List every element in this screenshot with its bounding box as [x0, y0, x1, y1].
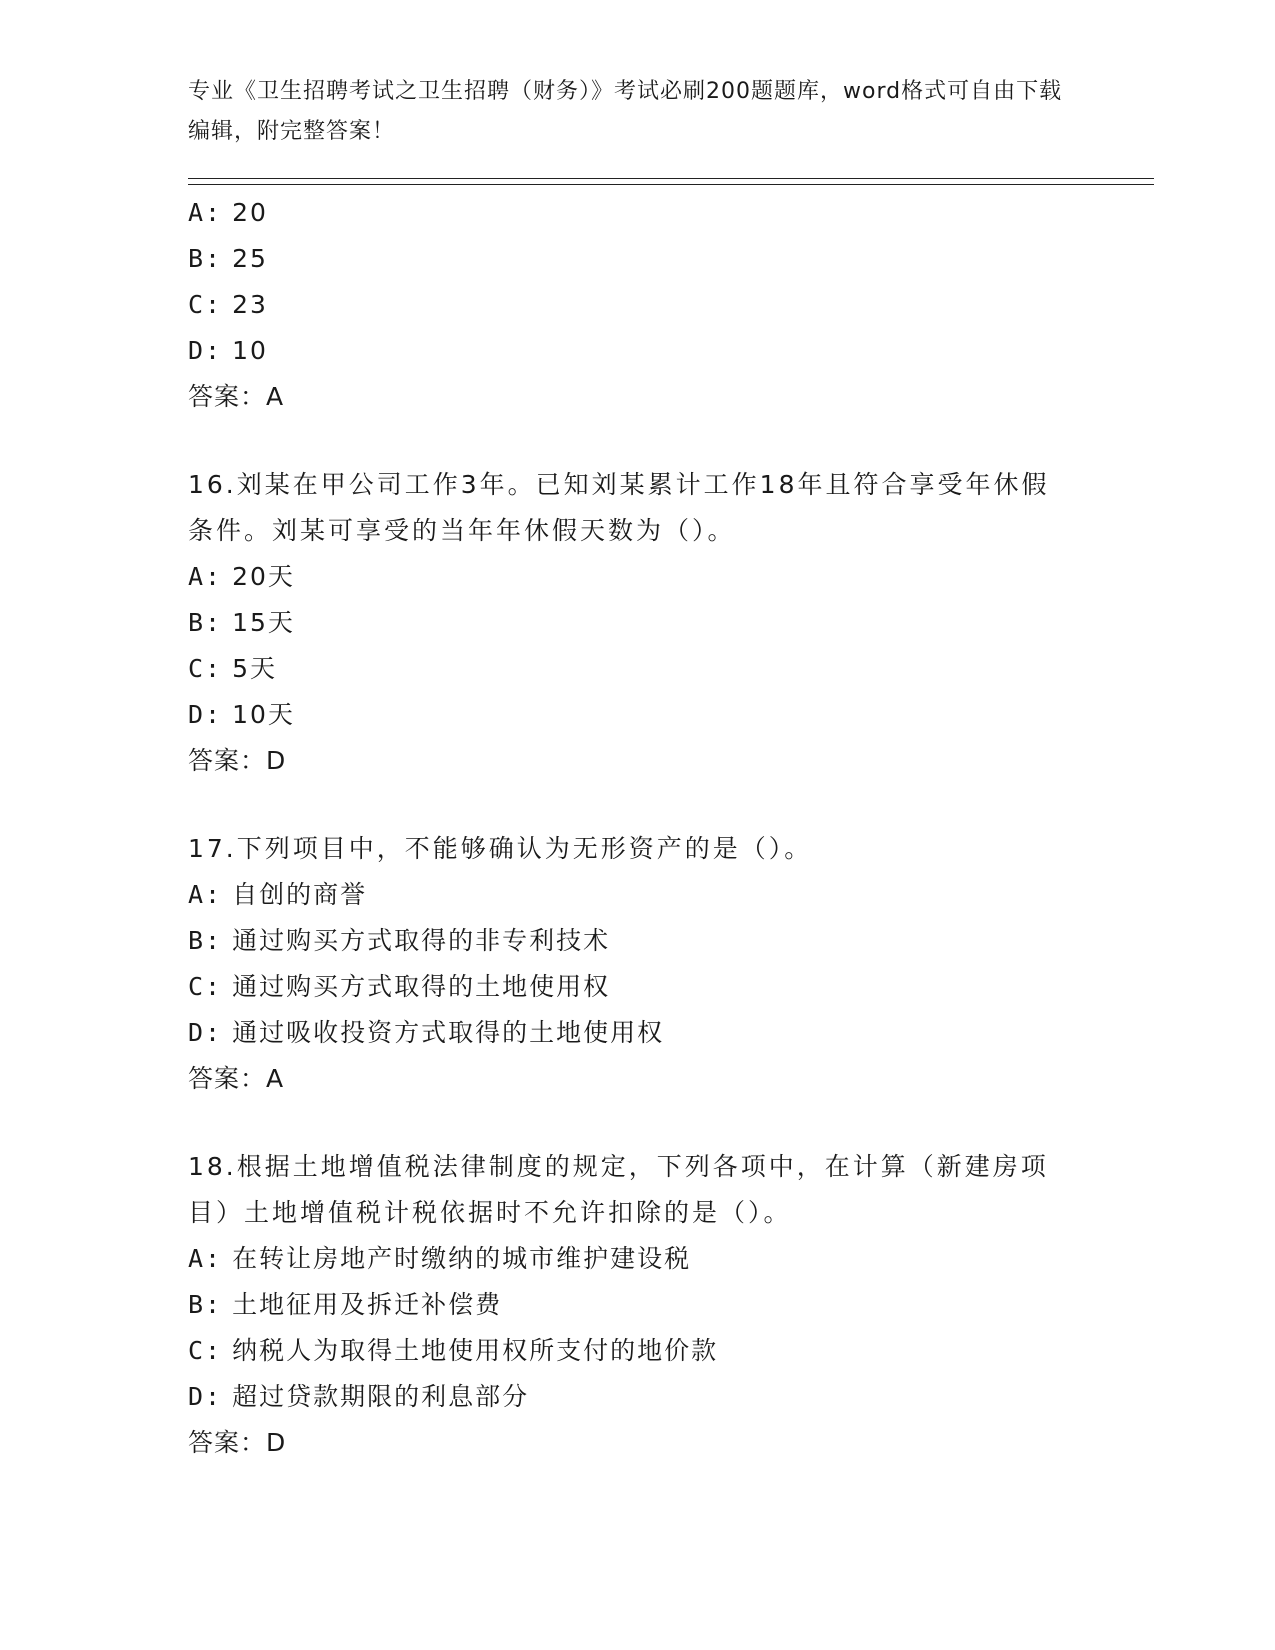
option-c: C: 通过购买方式取得的土地使用权 [188, 972, 611, 1001]
document-header: 专业《卫生招聘考试之卫生招聘（财务）》考试必刷200题题库，word格式可自由下载编辑，附完整答案！ [188, 79, 1063, 144]
question-16 [188, 462, 1088, 784]
question-text: 16.刘某在甲公司工作3年。已知刘某累计工作18年且符合享受年休假条件。刘某可享受的当年年休假天数为（）。 [188, 470, 1050, 545]
question-17 [188, 826, 1088, 1102]
header-rule-bottom [188, 184, 1154, 185]
answer-line: 答案：A [188, 382, 285, 411]
option-b: B: 15天 [188, 608, 295, 637]
option-d: D: 通过吸收投资方式取得的土地使用权 [188, 1018, 665, 1047]
option-a: A: 20 [188, 198, 268, 227]
option-a: A: 20天 [188, 562, 295, 591]
option-a: A: 在转让房地产时缴纳的城市维护建设税 [188, 1244, 692, 1273]
answer-line: 答案：D [188, 1428, 287, 1457]
option-d: D: 10 [188, 336, 268, 365]
header-rule-top [188, 178, 1154, 179]
option-c: C: 5天 [188, 654, 277, 683]
option-c: C: 纳税人为取得土地使用权所支付的地价款 [188, 1336, 719, 1365]
option-b: B: 土地征用及拆迁补偿费 [188, 1290, 503, 1319]
option-c: C: 23 [188, 290, 268, 319]
question-list [188, 190, 1088, 1466]
option-d: D: 超过贷款期限的利息部分 [188, 1382, 530, 1411]
question-text: 17.下列项目中，不能够确认为无形资产的是（）。 [188, 834, 813, 863]
question-15-continued [188, 190, 1088, 420]
option-a: A: 自创的商誉 [188, 880, 368, 909]
option-b: B: 25 [188, 244, 268, 273]
answer-line: 答案：D [188, 746, 287, 775]
question-18 [188, 1144, 1088, 1466]
answer-line: 答案：A [188, 1064, 285, 1093]
option-d: D: 10天 [188, 700, 295, 729]
question-text: 18.根据土地增值税法律制度的规定，下列各项中，在计算（新建房项目）土地增值税计税依据时不允许扣除的是（）。 [188, 1152, 1049, 1227]
option-b: B: 通过购买方式取得的非专利技术 [188, 926, 611, 955]
